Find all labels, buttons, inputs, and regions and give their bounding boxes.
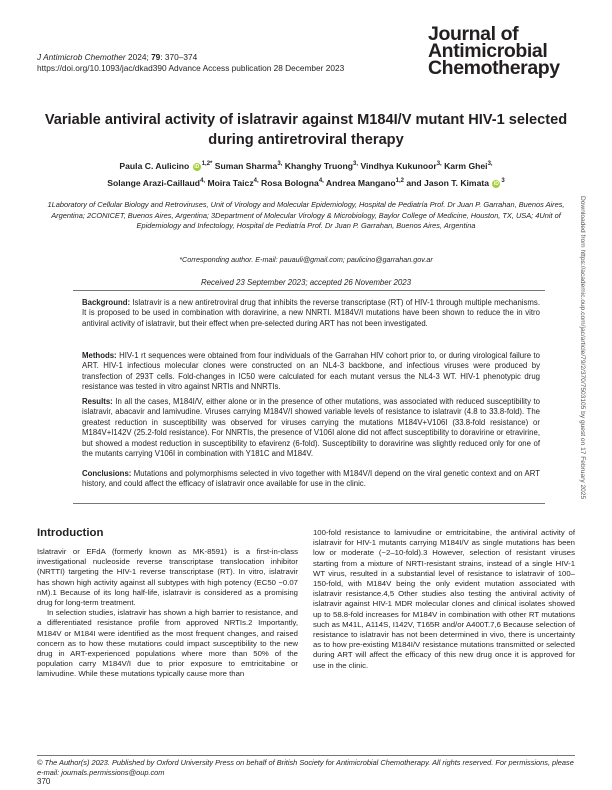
divider — [37, 755, 575, 756]
journal-logo-line: Journal of — [428, 23, 519, 45]
abstract-label: Methods: — [82, 351, 117, 360]
author — [326, 178, 404, 188]
affiliation-marker: 1,2* — [201, 161, 213, 168]
affiliation-marker: 1,2 — [395, 178, 404, 185]
author — [207, 178, 258, 188]
affiliation-marker: 3, — [353, 161, 359, 168]
author-name: Suman Sharma — [214, 161, 278, 171]
orcid-icon[interactable]: iD — [493, 180, 499, 187]
paragraph: Islatravir or EFdA (formerly known as MK-8591) is a first-in-class investigational nucleoside reverse transcriptase translocation inhibitor (NRTTI) targeting the HIV-1 reverse transcriptase (RT). In vitro, islatravir has shown high activity against all subtypes with high potency (EC50 ~0.07 nM).1 Because of its long half-life, islatravir is considered as a promising drug for long-term treatment. — [37, 547, 298, 608]
affiliation-marker: 3, — [487, 161, 493, 168]
author — [261, 178, 324, 188]
author-line — [46, 158, 566, 175]
corresponding-author: *Corresponding author. E-mail: pauauli@gmail.com; paulicino@garrahan.gov.ar — [179, 255, 433, 264]
body-column-right — [313, 528, 575, 671]
journal-logo-line: Chemotherapy — [428, 57, 560, 79]
author-name: Solange Arazi-Caillaud — [107, 178, 201, 188]
journal-logo — [428, 23, 578, 79]
citation-line — [37, 52, 197, 63]
abstract-text: HIV-1 rt sequences were obtained from four individuals of the Garrahan HIV cohort prior to, or during virological failure to ART. HIV-1 infectious molecular clones were constructed on an NL4-3 backbone, and infectious viruses were produced by transfection of 293T cells. Fold-changes in IC50 were calculated for each mutant versus the NL4-3 WT. HIV-1 phenotypic drug resistance was tested in vitro against NRTIs and NNRTIs. — [82, 351, 540, 392]
affiliation-marker: 4, — [200, 178, 206, 185]
author-name: and Jason T. Kimata — [406, 178, 489, 188]
author-name: Andrea Mangano — [325, 178, 396, 188]
divider — [73, 290, 545, 291]
abstract-background — [82, 298, 540, 329]
citation-pages: : 370–374 — [160, 52, 198, 62]
citation-volume: 79 — [151, 52, 161, 62]
doi-line[interactable]: https://doi.org/10.1093/jac/dkad390 Advance Access publication 28 December 2023 — [37, 63, 345, 73]
author-name: Karm Ghei — [444, 161, 488, 171]
citation-year: 2024; — [125, 52, 152, 62]
author — [444, 161, 492, 171]
author — [107, 178, 205, 188]
section-heading: Introduction — [37, 527, 104, 539]
author — [360, 161, 441, 171]
affiliation-marker: 4, — [318, 178, 324, 185]
paragraph: 100-fold resistance to lamivudine or emtricitabine, the antiviral activity of islatravir for HIV-1 mutants carrying M184I/V as single mutations has been low or moderate (~2–10-fold).3 However, selection of resistant viruses starting from a mixture of NRTI-resistant strains, instead of a single HIV-1 WT virus, resulted in a substantial level of resistance to islatravir of 100–150-fold, with M184V being the only evident mutation associated with islatravir resistance.4,5 Other studies also testing the antiviral activity of islatravir against HIV-1 MDR molecular clones and clinical isolates showed up to 58.8-fold increases for M184V in combination with other RT mutations such as M41L, A114S, I142V, T165R and/or A400T.7,6 Because selection of resistance to islatravir has not been determined in vivo, there is uncertainty as to how pre-existing M184I/V resistance mutations transmitted or selected during ART will affect the efficacy of this new drug once it is approved for use in the clinic. — [313, 528, 575, 670]
affiliation-marker: 3, — [436, 161, 442, 168]
author — [119, 161, 212, 171]
page-number: 370 — [37, 777, 51, 786]
abstract-conclusions — [82, 469, 540, 490]
citation-journal: J Antimicrob Chemother — [37, 52, 126, 62]
affiliation-marker: 3 — [501, 178, 505, 185]
body-column-left — [37, 547, 298, 680]
abstract-text: Mutations and polymorphisms selected in vivo together with M184V/I depend on the viral genetic context and on ART history, and could affect the efficacy of islatravir once available for use in the clinic. — [82, 469, 541, 489]
author-line — [46, 175, 566, 192]
download-watermark: Downloaded from https://academic.oup.com/jac/article/79/2/370/7503105 by guest on 17 February 2025 — [579, 196, 586, 500]
abstract-label: Conclusions: — [82, 469, 132, 478]
paragraph: In selection studies, islatravir has shown a high barrier to resistance, and a differentiated resistance profile from approved NRTIs.2 Importantly, M184V or M184I were identified as the most frequent changes, and raised concern as to how these mutations could impact susceptibility to the new drug in ART-experienced populations where more than 50% of the population carry M184V/I due to prior exposure to emtricitabine or lamivudine. While these mutations typically cause more than — [37, 608, 298, 679]
author — [215, 161, 283, 171]
abstract-label: Results: — [82, 397, 113, 406]
divider — [73, 503, 545, 504]
author — [285, 161, 358, 171]
author-list — [46, 158, 566, 192]
author-name: Rosa Bologna — [261, 178, 319, 188]
affiliation-marker: 4, — [253, 178, 259, 185]
author-name: Moira Taicz — [207, 178, 254, 188]
author-name: Khanghy Truong — [284, 161, 354, 171]
copyright-notice: © The Author(s) 2023. Published by Oxford University Press on behalf of British Society for Antimicrobial Chemotherapy. All rights reserved. For permissions, please e-mail: journals.permissions@oup.com — [37, 758, 574, 777]
journal-logo-line: Antimicrobial — [428, 40, 548, 62]
abstract-methods — [82, 351, 540, 393]
abstract-label: Background: — [82, 298, 131, 307]
abstract-results — [82, 397, 540, 459]
received-dates: Received 23 September 2023; accepted 26 November 2023 — [200, 278, 412, 287]
author — [406, 178, 504, 188]
author-name: Vindhya Kukunoor — [360, 161, 437, 171]
affiliations: 1Laboratory of Cellular Biology and Retroviruses, Unit of Virology and Molecular Epidemiology, Hospital de Pediatría Prof. Dr Juan P. Garrahan, Buenos Aires, Argentina; 2CONICET, Buenos Aires, Argentina; 3Department of Molecular Virology & Microbiology, Baylor College of Medicine, Houston, TX, USA; 4Unit of Epidemiology and Infectology, Hospital de Pediatría Prof. Dr Juan P. Garrahan, Buenos Aires, Argentina — [47, 200, 565, 231]
affiliation-marker: 3, — [277, 161, 283, 168]
article-title: Variable antiviral activity of islatravir against M184I/V mutant HIV-1 selected during antiretroviral therapy — [44, 112, 568, 148]
orcid-icon[interactable]: iD — [194, 163, 200, 170]
author-name: Paula C. Aulicino — [119, 161, 190, 171]
abstract-text: In all the cases, M184I/V, either alone or in the presence of other mutations, was associated with reduced susceptibility to islatravir, abacavir and lamivudine. Viruses carrying M184V/I showed variable levels of resistance to islatravir (4.8 to 33.8-fold). The greatest reduction in susceptibility was observed for viruses carrying the mutations M184V+V106I (33.8-fold resistance) or M184V+I142V (25.2-fold resistance). For NNRTIs, the presence of V106I alone did not affect susceptibility to doravirine or etravirine, but showed a modest reduction in susceptibility to efavirenz (6-fold). Susceptibility to doravirine was slightly reduced only for one of the mutants carrying V106I in combination with Y181C and M184V. — [82, 397, 540, 459]
abstract-text: Islatravir is a new antiretroviral drug that inhibits the reverse transcriptase (RT) of HIV-1 through multiple mechanisms. It is proposed to be used in combination with doravirine, a new NNRTI. M184V/I mutations have been shown to reduce the in vitro antiviral activity of islatravir, but their effect when pre-selected during ART has not been investigated. — [82, 298, 540, 328]
